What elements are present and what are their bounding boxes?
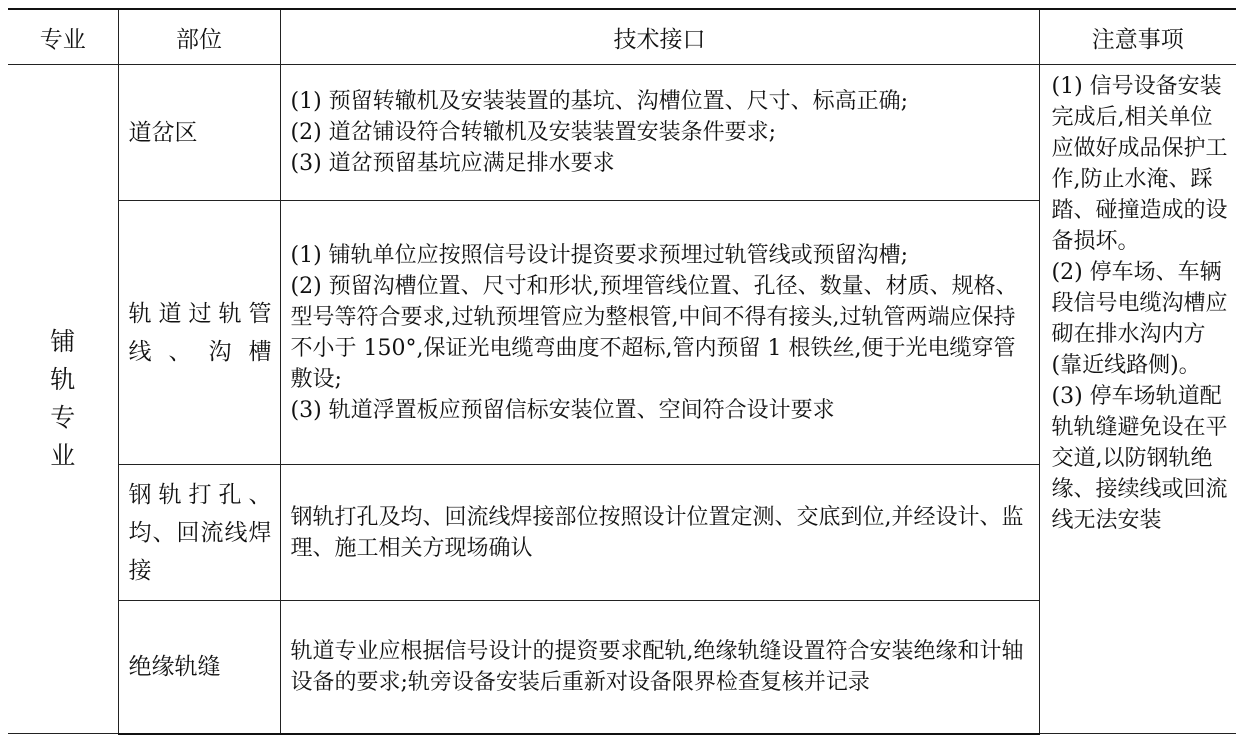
interface-line: (2) 道岔铺设符合转辙机及安装装置安装条件要求; (290, 120, 777, 145)
interface-cell (280, 201, 1039, 465)
interface-cell (280, 601, 1039, 734)
note-paragraph: (2) 停车场、车辆段信号电缆沟槽应砌在排水沟内方(靠近线路侧)。 (1051, 260, 1228, 378)
interface-cell (280, 465, 1039, 601)
note-paragraph: (3) 停车场轨道配轨轨缝避免设在平交道,以防钢轨绝缘、接续线或回流线无法安装 (1051, 384, 1228, 533)
interface-line: (2) 预留沟槽位置、尺寸和形状,预埋管线位置、孔径、数量、材质、规格、型号等符合要求,过轨预埋管应为整根管,中间不得有接头,过轨管两端应保持不小于 150°,保证光电缆弯曲度不超标,管内预留 1 根铁丝,便于光电缆穿管敷设; (290, 273, 1018, 392)
note-paragraph: (1) 信号设备安装完成后,相关单位应做好成品保护工作,防止水淹、踩踏、碰撞造成的设备损坏。 (1051, 74, 1228, 254)
notes-cell (1039, 65, 1236, 734)
header-interface: 技术接口 (280, 9, 1039, 65)
table-row (8, 65, 1236, 201)
part-cell: 钢轨打孔、均、回流线焊接 (118, 465, 280, 601)
interface-line: 轨道专业应根据信号设计的提资要求配轨,绝缘轨缝设置符合安装绝缘和计轴设备的要求;轨旁设备安装后重新对设备限界检查复核并记录 (290, 638, 1024, 695)
interface-line: 钢轨打孔及均、回流线焊接部位按照设计位置定测、交底到位,并经设计、监理、施工相关方现场确认 (290, 504, 1024, 561)
major-char: 专 (50, 403, 76, 432)
interface-table (8, 8, 1236, 735)
interface-line: (3) 轨道浮置板应预留信标安装位置、空间符合设计要求 (290, 397, 835, 423)
major-char: 轨 (50, 365, 76, 394)
interface-cell (280, 65, 1039, 201)
major-char: 业 (50, 441, 76, 470)
interface-line: (3) 道岔预留基坑应满足排水要求 (290, 151, 615, 176)
header-major: 专业 (8, 9, 118, 65)
major-cell (8, 65, 118, 734)
interface-line: (1) 铺轨单位应按照信号设计提资要求预埋过轨管线或预留沟槽; (290, 242, 909, 268)
header-part: 部位 (118, 9, 280, 65)
major-char: 铺 (50, 327, 76, 356)
part-cell: 轨道过轨管线、沟槽 (118, 201, 280, 465)
header-row (8, 9, 1236, 65)
header-notes: 注意事项 (1039, 9, 1236, 65)
part-cell: 道岔区 (118, 65, 280, 201)
interface-line: (1) 预留转辙机及安装装置的基坑、沟槽位置、尺寸、标高正确; (290, 89, 909, 114)
part-cell: 绝缘轨缝 (118, 601, 280, 734)
